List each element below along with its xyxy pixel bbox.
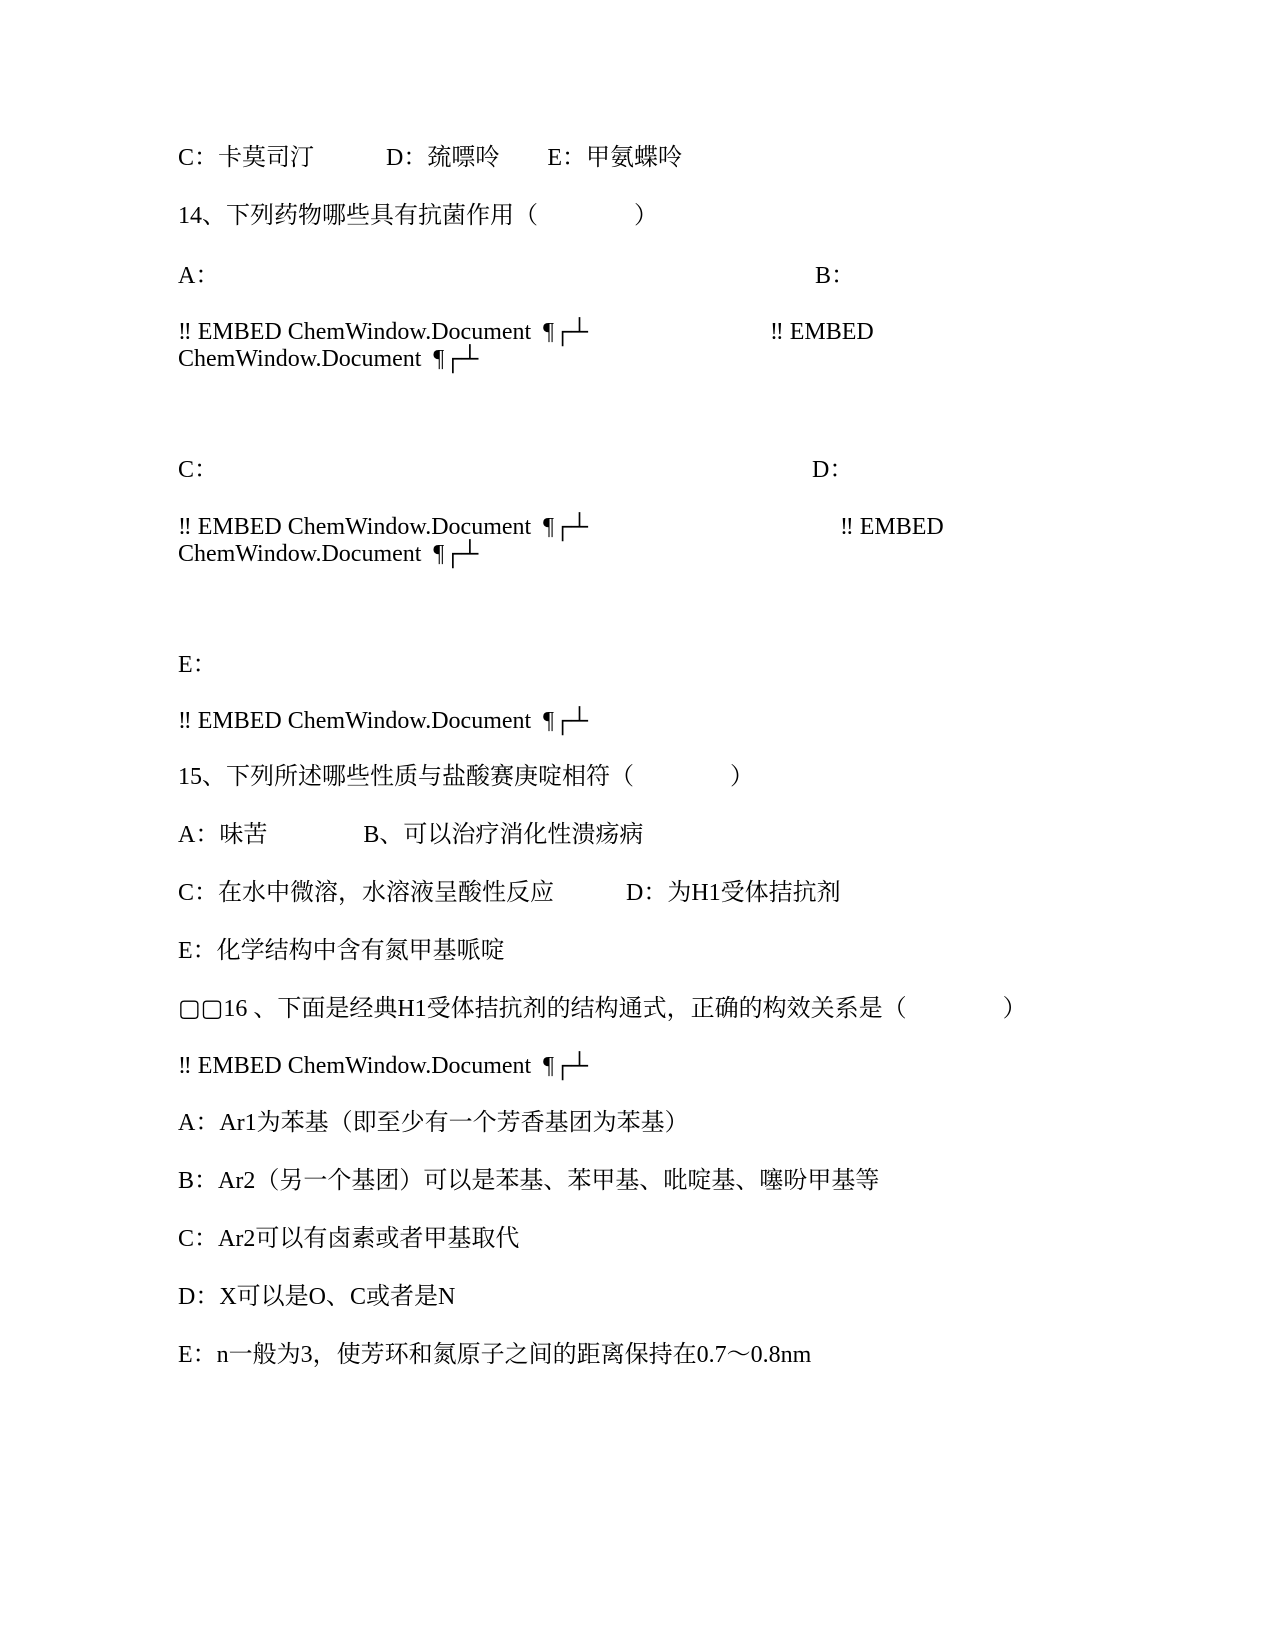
option-label-e: E： xyxy=(178,652,217,678)
embed-field-d-start: ‼ EMBED xyxy=(840,514,944,540)
question-16-stem: ▢▢16 、下面是经典H1受体拮抗剂的结构通式，正确的构效关系是（ ） xyxy=(178,996,1027,1022)
embed-field-c: ‼ EMBED ChemWindow.Document ¶┌┴ xyxy=(178,514,589,540)
question-15-stem: 15、下列所述哪些性质与盐酸赛庚啶相符（ ） xyxy=(178,764,754,790)
question-16-option-a: A：Ar1为苯基（即至少有一个芳香基团为苯基） xyxy=(178,1110,689,1136)
option-label-c: C： xyxy=(178,457,219,483)
question-14-stem: 14、下列药物哪些具有抗菌作用（ ） xyxy=(178,203,658,229)
embed-field-general-structure: ‼ EMBED ChemWindow.Document ¶┌┴ xyxy=(178,1053,589,1079)
question-13-options: C：卡莫司汀 D：巯嘌呤 E：甲氨蝶呤 xyxy=(178,145,682,171)
question-15-options-ab: A：味苦 B、可以治疗消化性溃疡病 xyxy=(178,822,644,848)
question-16-option-e: E：n一般为3，使芳环和氮原子之间的距离保持在0.7～0.8nm xyxy=(178,1342,812,1368)
embed-field-b-end: ChemWindow.Document ¶┌┴ xyxy=(178,346,479,372)
embed-field-d-end: ChemWindow.Document ¶┌┴ xyxy=(178,541,479,567)
question-16-option-c: C：Ar2可以有卤素或者甲基取代 xyxy=(178,1226,520,1252)
question-16-option-b: B：Ar2（另一个基团）可以是苯基、苯甲基、吡啶基、噻吩甲基等 xyxy=(178,1168,880,1194)
option-label-b: B： xyxy=(815,263,856,289)
question-15-option-e: E：化学结构中含有氮甲基哌啶 xyxy=(178,938,505,964)
option-label-a: A： xyxy=(178,263,220,289)
embed-field-a: ‼ EMBED ChemWindow.Document ¶┌┴ xyxy=(178,319,589,345)
embed-field-e: ‼ EMBED ChemWindow.Document ¶┌┴ xyxy=(178,708,589,734)
option-label-d: D： xyxy=(812,457,854,483)
embed-field-b-start: ‼ EMBED xyxy=(770,319,874,345)
question-15-options-cd: C：在水中微溶，水溶液呈酸性反应 D：为H1受体拮抗剂 xyxy=(178,880,841,906)
question-16-option-d: D：X可以是O、C或者是N xyxy=(178,1284,456,1310)
